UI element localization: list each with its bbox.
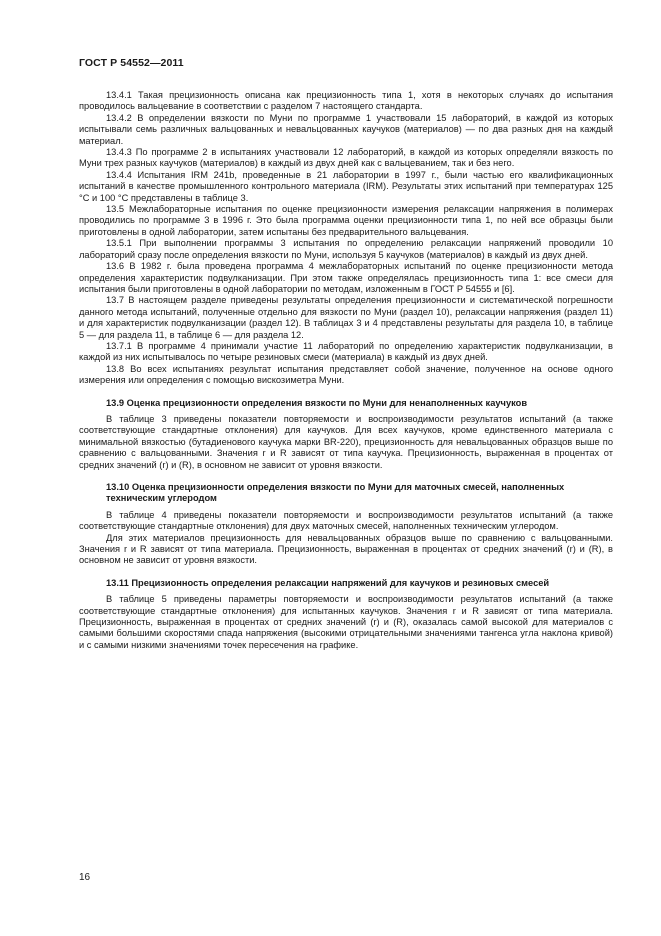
paragraph-13-5-1: 13.5.1 При выполнении программы 3 испытания по определению релаксации напряжений проводили 10 лабораторий сразу после определения вязкости по Муни, используя 5 каучуков (материалов) в каждый из двух дней.: [79, 238, 613, 260]
paragraph-13-8: 13.8 Во всех испытаниях результат испытания представляет собой значение, полученное на основе одного измерения или определения с помощью вискозиметра Муни.: [79, 363, 613, 386]
heading-13-10: 13.10 Оценка прецизионности определения вязкости по Муни для маточных смесей, наполненных техническим углеродом: [106, 482, 565, 504]
paragraph-13-5: 13.5 Межлабораторные испытания по оценке прецизионности измерения релаксации напряжения в полимерах проводились по программе 3 в 1996 г. Это была программа оценки прецизионности типа 1, по ней все образцы были приготовлены в одной лаборатории, затем испытаны без предварительного вальцевания.: [79, 204, 613, 237]
paragraph-13-10-body-1: В таблице 4 приведены показатели повторяемости и воспроизводимости результатов испытаний (а также соответствующие стандартные отклонения) для двух маточных смесей, наполненных техническим углеродом.: [79, 509, 613, 532]
paragraph-13-7-1: 13.7.1 В программе 4 принимали участие 11 лабораторий по определению характеристик подвулканизации, в каждой из них испытывалось по четыре резиновых смеси (материала) в каждый из двух дней.: [79, 340, 613, 363]
document-header: ГОСТ Р 54552—2011: [79, 57, 184, 69]
paragraph-13-11-body: В таблице 5 приведены параметры повторяемости и воспроизводимости результатов испытаний (а также соответствующие стандартные отклонения) для испытанных каучуков. Значения r и R зависят от типа материала. Прецизионность, выраженная в процентах от средних значений (r) и (R), оказалась самой высокой для материалов с самыми большими скоростями спада напряжения (высокими отрицательными значениями тангенса угла наклона кривой) и с самыми низкими значениями точек пересечения на графике.: [79, 594, 613, 650]
heading-13-11: 13.11 Прецизионность определения релаксации напряжений для каучуков и резиновых смесей: [106, 577, 550, 588]
paragraph-13-10-body-2: Для этих материалов прецизионность для невальцованных образцов выше по сравнению с вальцованными. Значения r и R зависят от типа материала. Прецизионность, выраженная в процентах от средних значений (r) и (R), в основном не зависит от уровня вязкости.: [79, 532, 613, 566]
paragraph-13-4-2: 13.4.2 В определении вязкости по Муни по программе 1 участвовали 15 лабораторий, в каждой из которых испытывали семь различных вальцованных и невальцованных каучуков (материалов) — по два разных дня на каждый материал.: [79, 112, 613, 146]
paragraph-13-4-1: 13.4.1 Такая прецизионность описана как прецизионность типа 1, хотя в некоторых случаях до испытания проводилось вальцевание в соответствии с разделом 7 настоящего стандарта.: [79, 90, 613, 112]
page-content: [79, 90, 613, 651]
heading-13-9: 13.9 Оценка прецизионности определения вязкости по Муни для ненаполненных каучуков: [106, 397, 528, 408]
page-number: 16: [79, 872, 91, 883]
paragraph-13-4-4: 13.4.4 Испытания IRM 241b, проведенные в 21 лаборатории в 1997 г., были частью его квалификационных испытаний в качестве промышленного контрольного материала (IRM). Результаты этих испытаний при температурах 125 °С и 100 °С представлены в таблице 3.: [79, 169, 613, 203]
paragraph-13-7: 13.7 В настоящем разделе приведены результаты определения прецизионности и систематической погрешности данного метода испытаний, полученные отдельно для вязкости по Муни (раздел 10), релаксации напряжения (раздел 11) и для характеристик подвулканизации (раздел 12). В таблицах 3 и 4 представлены результаты для раздела 10, в таблице 5 — для раздела 11, в таблице 6 — для раздела 12.: [79, 295, 613, 340]
paragraph-13-4-3: 13.4.3 По программе 2 в испытаниях участвовали 12 лабораторий, в каждой из которых определяли вязкость по Муни трех разных каучуков (материалов) в каждый из двух дней как с вальцеванием, так и без него.: [79, 147, 613, 169]
paragraph-13-9-body: В таблице 3 приведены показатели повторяемости и воспроизводимости результатов испытаний (а также соответствующие стандартные отклонения) для каучуков. Для всех каучуков, кроме единственного материала с минимальной вязкостью (бутадиенового каучука марки BR-220), прецизионность для невальцованных образцов выше по сравнению с вальцованными. Значения r и R зависят от типа каучука. Прецизионность, выраженная в процентах от средних значений (r) и (R), в основном не зависит от уровня вязкости.: [79, 413, 613, 470]
paragraph-13-6: 13.6 В 1982 г. была проведена программа 4 межлабораторных испытаний по оценке прецизионности метода определения характеристик подвулканизации. При этом также определялась прецизионность типа 1: все смеси для испытания были приготовлены в одной лаборатории по методам, изложенным в ГОСТ Р 54555 и [6].: [79, 261, 613, 294]
